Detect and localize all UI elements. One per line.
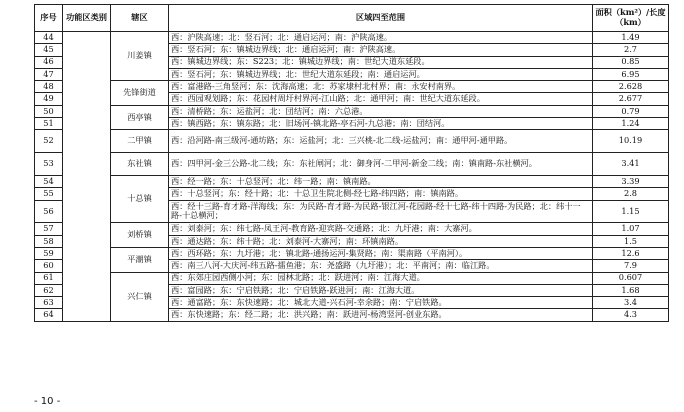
header-area: 面积（km²）/长度（km） (593, 5, 669, 32)
district-cell: 平潮镇 (111, 247, 169, 272)
row-number: 63 (35, 297, 63, 309)
district-cell: 东社镇 (111, 153, 169, 176)
area-value: 2.8 (593, 188, 669, 200)
row-number: 60 (35, 260, 63, 272)
document-page (34, 4, 668, 322)
district-cell: 十总镇 (111, 175, 169, 222)
row-number: 59 (35, 247, 63, 259)
boundary-cell: 西：西环路；东：九圩港；北：镇北路-通扬运河-集贤路；南：渠南路（平南河）。 (169, 247, 593, 259)
row-number: 50 (35, 105, 63, 117)
boundary-cell: 西：通达路；东：纬十路；北：刘泰河-大寨河；南：环镇南路。 (169, 235, 593, 247)
district-cell: 二甲镇 (111, 130, 169, 153)
area-value: 4.3 (593, 309, 669, 321)
area-value: 3.39 (593, 175, 669, 187)
boundary-cell: 西：经十三路-育才路-洋海线；东：为民路-育才路-为民路-银江河-花园路-经十七路-纬十四路-为民路；北：纬十一路-十总横河； (169, 200, 593, 223)
boundary-cell: 西：东郊庄园西侧小河；东：园林北路；北：跃进河；南：江海大道。 (169, 272, 593, 284)
boundary-cell: 西：清桥路；东：运盐河；北：団结河；南：六总港。 (169, 105, 593, 117)
area-value: 7.9 (593, 260, 669, 272)
row-number: 55 (35, 188, 63, 200)
table-header-row (35, 5, 669, 32)
boundary-cell: 西：南三八河-大庆河-纬五路-擂鱼港；东：尧盛路（九圩港）；北：平南河；南：临江路。 (169, 260, 593, 272)
table-row (35, 223, 669, 235)
row-number: 47 (35, 68, 63, 80)
district-cell: 刘桥镇 (111, 223, 169, 248)
area-value: 12.6 (593, 247, 669, 259)
area-value: 0.79 (593, 105, 669, 117)
header-function-class: 功能区类别 (63, 5, 111, 32)
row-number: 49 (35, 93, 63, 105)
boundary-cell: 西：十总竖河；东：经十路；北：十总卫生院北侧-经七路-纬四路；南：镇南路。 (169, 188, 593, 200)
boundary-cell: 西：经一路；东：十总竖河；北：纬一路；南：镇南路。 (169, 175, 593, 187)
boundary-cell: 西：刘泰河；东：纬七路-凤王河-教育路-迎宾路-交通路；北：九圩港；南：大寨河。 (169, 223, 593, 235)
header-boundary: 区域四至范围 (169, 5, 593, 32)
row-number: 46 (35, 56, 63, 68)
row-number: 52 (35, 130, 63, 153)
area-value: 6.95 (593, 68, 669, 80)
row-number: 44 (35, 32, 63, 44)
district-cell: 兴仁镇 (111, 272, 169, 321)
area-value: 0.85 (593, 56, 669, 68)
area-value: 10.19 (593, 130, 669, 153)
row-number: 57 (35, 223, 63, 235)
area-value: 2.628 (593, 81, 669, 93)
row-number: 61 (35, 272, 63, 284)
row-number: 58 (35, 235, 63, 247)
area-value: 3.41 (593, 153, 669, 176)
table-row (35, 130, 669, 153)
header-seq: 序号 (35, 5, 63, 32)
header-district: 辖区 (111, 5, 169, 32)
boundary-cell: 西：竖石河；东：镇城边界线；北：通启运河；南：沪陕高速。 (169, 44, 593, 56)
boundary-cell: 西：东快速路；东：经二路；北：洪兴路；南：跃进河-杨湾竖河-创业东路。 (169, 309, 593, 321)
area-value: 2.7 (593, 44, 669, 56)
boundary-cell: 西：竖石河；东：镇城边界线；北：世纪大道东延段；南：通启运河。 (169, 68, 593, 80)
functional-zone-table (34, 4, 669, 322)
table-row (35, 32, 669, 44)
boundary-cell: 西：沪陕高速；北：竖石河；北：通启运河；南：沪陕高速。 (169, 32, 593, 44)
row-number: 53 (35, 153, 63, 176)
area-value: 2.677 (593, 93, 669, 105)
area-value: 1.07 (593, 223, 669, 235)
district-cell: 先锋街道 (111, 81, 169, 106)
boundary-cell: 西：沿河路-南三级河-通坊路；东：运盐河；北：三兴桃-北二线-运盐河；南：通甲河-通甲路。 (169, 130, 593, 153)
area-value: 0.607 (593, 272, 669, 284)
row-number: 48 (35, 81, 63, 93)
area-value: 3.4 (593, 297, 669, 309)
row-number: 56 (35, 200, 63, 223)
table-row (35, 105, 669, 117)
row-number: 45 (35, 44, 63, 56)
row-number: 54 (35, 175, 63, 187)
row-number: 51 (35, 118, 63, 130)
area-value: 1.5 (593, 235, 669, 247)
area-value: 1.24 (593, 118, 669, 130)
table-row (35, 175, 669, 187)
table-row (35, 247, 669, 259)
district-cell: 西亭镇 (111, 105, 169, 130)
boundary-cell: 西：富园路；东：宁启铁路；北：宁启铁路-跃进河；南：江海大道。 (169, 284, 593, 296)
boundary-cell: 西：四甲河-金三公路-北二线；东：东社闸河；北：御身河-二甲河-新金二线；南：镇南路-东社横河。 (169, 153, 593, 176)
boundary-cell: 西：通富路；东：东快速路；北：城北大道-兴石河-幸余路；南：宁启铁路。 (169, 297, 593, 309)
function-class-cell (63, 32, 111, 322)
boundary-cell: 西：西园观划路；东：花园村周圩村界河-江山路；北：通甲河；南：世纪大道东延段。 (169, 93, 593, 105)
district-cell: 川姜镇 (111, 32, 169, 81)
boundary-cell: 西：富港路-三角竖河；东：沈海高速；北：苏家埭村北村界；南：永安村南界。 (169, 81, 593, 93)
table-row (35, 153, 669, 176)
page-number: - 10 - (34, 396, 61, 407)
row-number: 64 (35, 309, 63, 321)
boundary-cell: 西：镇西路；东：镇东路；北：旧场河-镇北路-亭石河-九总港；南：団结河。 (169, 118, 593, 130)
area-value: 1.49 (593, 32, 669, 44)
row-number: 62 (35, 284, 63, 296)
area-value: 1.68 (593, 284, 669, 296)
table-row (35, 272, 669, 284)
boundary-cell: 西：镇城边界线；东：S223；北：镇城边界线；南：世纪大道东延段。 (169, 56, 593, 68)
table-row (35, 81, 669, 93)
area-value: 1.15 (593, 200, 669, 223)
